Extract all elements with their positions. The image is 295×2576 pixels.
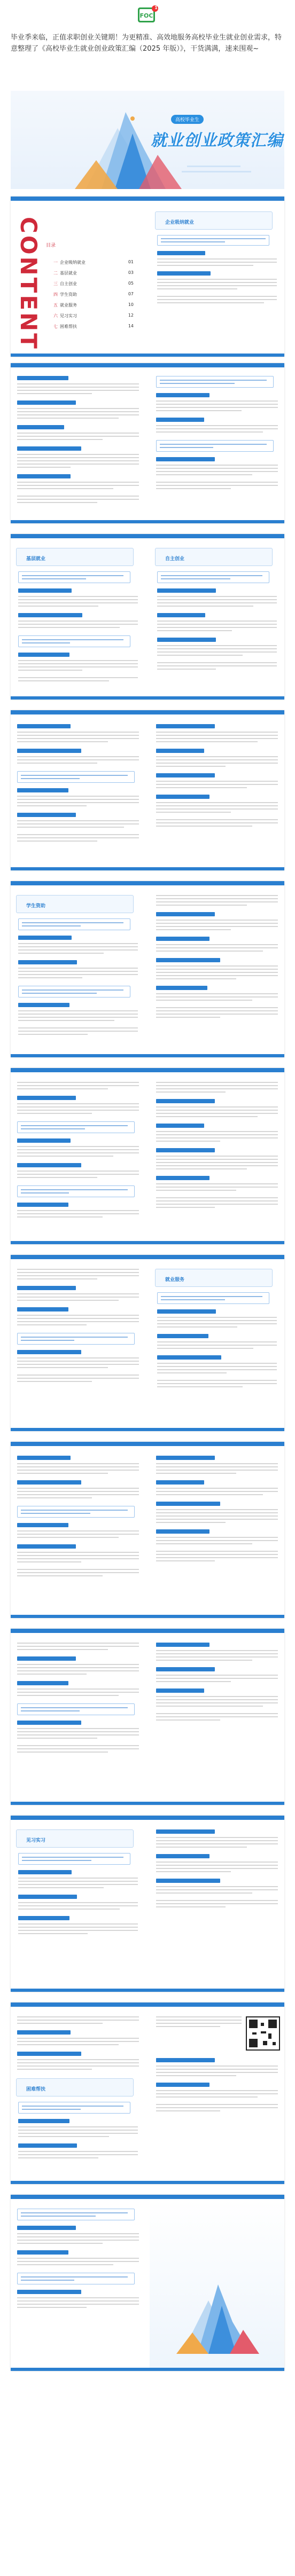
- policy-spread-1: [11, 363, 284, 523]
- table-of-contents: [53, 260, 134, 334]
- policy-spread-5: [11, 1068, 284, 1244]
- toc-item[interactable]: 四 学生资助 07: [53, 292, 134, 297]
- toc-item[interactable]: 六 见习实习 12: [53, 313, 134, 318]
- section-title: 自主创业: [165, 556, 185, 562]
- policy-spread-6: [11, 1255, 284, 1431]
- section-heading-box: [16, 548, 134, 566]
- toc-item[interactable]: 一 企业吸纳就业 01: [53, 260, 134, 265]
- section-title: 学生资助: [26, 904, 46, 909]
- section-title: 企业吸纳就业: [165, 220, 195, 225]
- toc-item[interactable]: 七 困难帮扶 14: [53, 324, 134, 329]
- notification-badge: 1: [154, 5, 158, 10]
- top-band: [11, 197, 284, 201]
- toc-item[interactable]: 三 自主创业 05: [53, 281, 134, 286]
- intro-text: 毕业季来临，正值求职创业关键期！为更精准、高效地服务高校毕业生就业创业需求，特意整理了《高校毕业生就业创业政策汇编（2025 年版）》，干货满满，速来围观~: [11, 34, 282, 53]
- section-heading-box: [155, 211, 273, 230]
- cover-badge: 高校毕业生: [171, 115, 204, 124]
- section-heading-box: [155, 548, 273, 566]
- closing-spread: [11, 2195, 284, 2371]
- cover-image: [11, 91, 284, 189]
- policy-spread-9: [11, 1816, 284, 1992]
- toc-item[interactable]: 二 基层就业 03: [53, 270, 134, 276]
- section-title: 见习实习: [26, 1838, 46, 1843]
- section-heading-box: [16, 895, 134, 913]
- policy-spread-3: [11, 710, 284, 870]
- policy-spread-10: [11, 2002, 284, 2184]
- section-title: 困难帮扶: [26, 2087, 46, 2092]
- policy-spread-8: [11, 1629, 284, 1805]
- policy-spread-2: [11, 534, 284, 700]
- contents-spread: [11, 197, 284, 357]
- section-title: 基层就业: [26, 556, 46, 562]
- policy-spread-4: [11, 881, 284, 1057]
- section-heading-box: [16, 1829, 134, 1848]
- toc-item[interactable]: 五 就业服务 10: [53, 302, 134, 308]
- svg-text:FOC: FOC: [139, 12, 153, 19]
- contents-heading: 目录: [46, 243, 56, 248]
- section-heading-box: [155, 1269, 273, 1287]
- quote-box: [157, 235, 269, 246]
- cover-title: 就业创业政策汇编: [151, 131, 283, 150]
- qr-code-icon: [246, 2016, 280, 2051]
- section-title: 就业服务: [165, 1277, 185, 1283]
- section-heading-box: [16, 2078, 134, 2096]
- policy-spread-7: [11, 1442, 284, 1618]
- closing-art-icon: [171, 2279, 262, 2354]
- contents-word: CONTENT: [15, 217, 42, 351]
